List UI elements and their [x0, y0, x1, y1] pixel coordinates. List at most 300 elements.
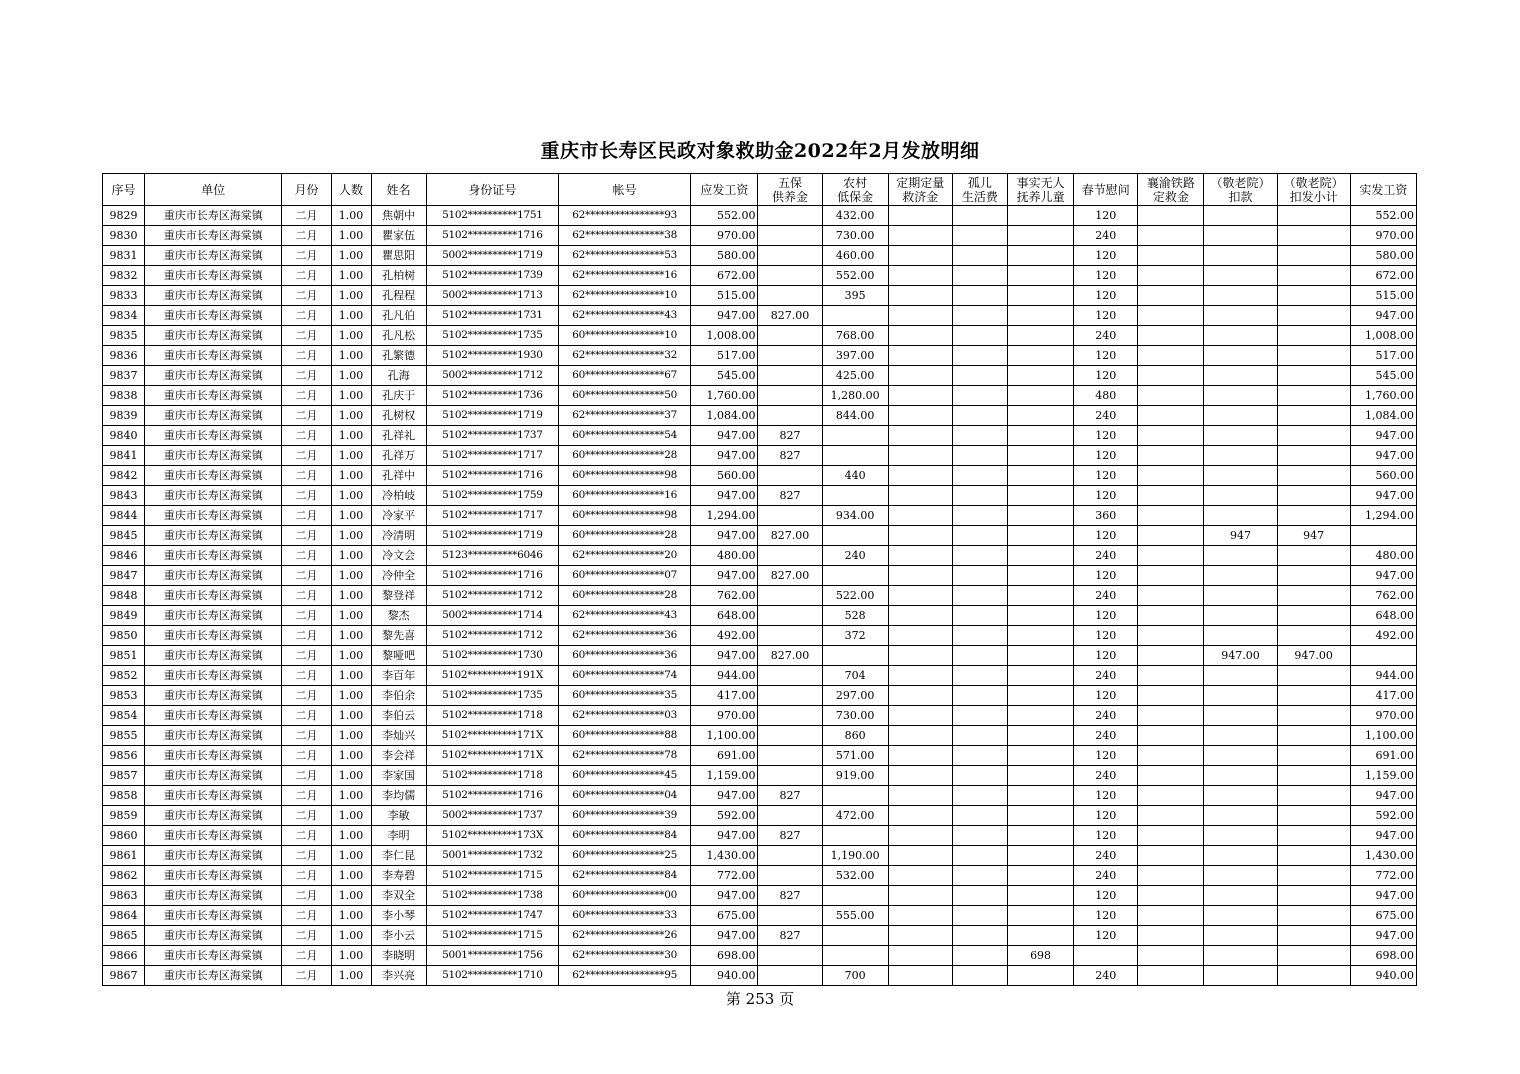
cell-rural-dibao: 432.00 — [822, 206, 888, 226]
cell-unit: 重庆市长寿区海棠镇 — [145, 506, 282, 526]
cell-rural-dibao — [822, 786, 888, 806]
cell-de-facto-orphan — [1008, 866, 1074, 886]
cell-wubao-support — [758, 586, 822, 606]
cell-railway-relief — [1138, 466, 1204, 486]
cell-rural-dibao — [822, 446, 888, 466]
cell-nursing-deduct: 947 — [1204, 526, 1277, 546]
cell-rural-dibao: 700 — [822, 966, 888, 986]
cell-actual-pay: 772.00 — [1350, 866, 1416, 886]
cell-nursing-deduct — [1204, 246, 1277, 266]
cell-railway-relief — [1138, 446, 1204, 466]
cell-actual-pay: 1,760.00 — [1350, 386, 1416, 406]
cell-seq: 9834 — [103, 306, 145, 326]
cell-unit: 重庆市长寿区海棠镇 — [145, 466, 282, 486]
cell-orphan-living — [952, 606, 1007, 626]
cell-railway-relief — [1138, 286, 1204, 306]
cell-seq: 9839 — [103, 406, 145, 426]
cell-name: 黎登祥 — [371, 586, 426, 606]
cell-month: 二月 — [282, 646, 331, 666]
cell-actual-pay: 944.00 — [1350, 666, 1416, 686]
table-row — [103, 826, 1417, 846]
cell-month: 二月 — [282, 206, 331, 226]
cell-unit: 重庆市长寿区海棠镇 — [145, 926, 282, 946]
cell-orphan-living — [952, 566, 1007, 586]
table-row — [103, 326, 1417, 346]
cell-account: 60****************35 — [559, 686, 691, 706]
cell-orphan-living — [952, 306, 1007, 326]
table-row — [103, 506, 1417, 526]
cell-railway-relief — [1138, 906, 1204, 926]
cell-nursing-deduct — [1204, 206, 1277, 226]
cell-name: 李均儒 — [371, 786, 426, 806]
cell-nursing-subtotal — [1277, 246, 1350, 266]
cell-name: 孔海 — [371, 366, 426, 386]
cell-wubao-support — [758, 346, 822, 366]
cell-railway-relief — [1138, 426, 1204, 446]
cell-spring-festival: 120 — [1074, 566, 1138, 586]
cell-regular-relief — [888, 726, 952, 746]
cell-nursing-subtotal — [1277, 666, 1350, 686]
cell-regular-relief — [888, 366, 952, 386]
table-row — [103, 546, 1417, 566]
cell-orphan-living — [952, 766, 1007, 786]
relief-payment-table — [102, 173, 1417, 986]
cell-month: 二月 — [282, 346, 331, 366]
table-row — [103, 406, 1417, 426]
cell-rural-dibao — [822, 926, 888, 946]
cell-nursing-subtotal — [1277, 286, 1350, 306]
cell-de-facto-orphan — [1008, 606, 1074, 626]
cell-de-facto-orphan: 698 — [1008, 946, 1074, 966]
cell-month: 二月 — [282, 606, 331, 626]
cell-spring-festival: 360 — [1074, 506, 1138, 526]
cell-regular-relief — [888, 406, 952, 426]
cell-seq: 9843 — [103, 486, 145, 506]
cell-railway-relief — [1138, 606, 1204, 626]
cell-de-facto-orphan — [1008, 686, 1074, 706]
cell-payable: 480.00 — [691, 546, 758, 566]
cell-actual-pay: 947.00 — [1350, 826, 1416, 846]
cell-seq: 9829 — [103, 206, 145, 226]
cell-spring-festival: 120 — [1074, 286, 1138, 306]
cell-railway-relief — [1138, 766, 1204, 786]
cell-nursing-subtotal — [1277, 486, 1350, 506]
cell-count: 1.00 — [331, 426, 371, 446]
cell-count: 1.00 — [331, 646, 371, 666]
cell-seq: 9864 — [103, 906, 145, 926]
cell-id-number: 5102**********1716 — [426, 566, 558, 586]
cell-name: 孔庆于 — [371, 386, 426, 406]
cell-account: 62****************26 — [559, 926, 691, 946]
table-row — [103, 266, 1417, 286]
cell-name: 冷清明 — [371, 526, 426, 546]
cell-rural-dibao: 532.00 — [822, 866, 888, 886]
cell-payable: 592.00 — [691, 806, 758, 826]
cell-account: 62****************53 — [559, 246, 691, 266]
cell-account: 62****************37 — [559, 406, 691, 426]
cell-nursing-subtotal — [1277, 346, 1350, 366]
cell-railway-relief — [1138, 206, 1204, 226]
cell-name: 李晓明 — [371, 946, 426, 966]
cell-seq: 9846 — [103, 546, 145, 566]
cell-spring-festival — [1074, 946, 1138, 966]
header-regular-relief: 定期定量 救济金 — [888, 174, 952, 206]
cell-month: 二月 — [282, 326, 331, 346]
cell-count: 1.00 — [331, 486, 371, 506]
cell-id-number: 5102**********173X — [426, 826, 558, 846]
cell-railway-relief — [1138, 626, 1204, 646]
table-row — [103, 786, 1417, 806]
cell-regular-relief — [888, 246, 952, 266]
header-month: 月份 — [282, 174, 331, 206]
cell-nursing-subtotal — [1277, 706, 1350, 726]
cell-id-number: 5102**********1718 — [426, 766, 558, 786]
cell-payable: 947.00 — [691, 786, 758, 806]
cell-name: 焦朝中 — [371, 206, 426, 226]
cell-month: 二月 — [282, 946, 331, 966]
cell-actual-pay: 947.00 — [1350, 926, 1416, 946]
cell-nursing-subtotal — [1277, 866, 1350, 886]
cell-count: 1.00 — [331, 246, 371, 266]
cell-actual-pay: 947.00 — [1350, 306, 1416, 326]
cell-de-facto-orphan — [1008, 546, 1074, 566]
cell-unit: 重庆市长寿区海棠镇 — [145, 226, 282, 246]
cell-regular-relief — [888, 846, 952, 866]
cell-unit: 重庆市长寿区海棠镇 — [145, 766, 282, 786]
cell-rural-dibao: 919.00 — [822, 766, 888, 786]
cell-unit: 重庆市长寿区海棠镇 — [145, 946, 282, 966]
cell-regular-relief — [888, 806, 952, 826]
cell-wubao-support — [758, 606, 822, 626]
cell-seq: 9838 — [103, 386, 145, 406]
cell-rural-dibao: 395 — [822, 286, 888, 306]
cell-actual-pay: 480.00 — [1350, 546, 1416, 566]
cell-regular-relief — [888, 766, 952, 786]
cell-nursing-subtotal — [1277, 786, 1350, 806]
cell-spring-festival: 240 — [1074, 226, 1138, 246]
cell-de-facto-orphan — [1008, 506, 1074, 526]
table-row — [103, 226, 1417, 246]
cell-seq: 9853 — [103, 686, 145, 706]
cell-actual-pay: 675.00 — [1350, 906, 1416, 926]
cell-name: 冷柏岐 — [371, 486, 426, 506]
cell-name: 李小琴 — [371, 906, 426, 926]
table-row — [103, 926, 1417, 946]
cell-payable: 1,084.00 — [691, 406, 758, 426]
cell-name: 李百年 — [371, 666, 426, 686]
cell-payable: 1,760.00 — [691, 386, 758, 406]
table-row — [103, 626, 1417, 646]
cell-nursing-deduct — [1204, 866, 1277, 886]
cell-payable: 947.00 — [691, 646, 758, 666]
cell-wubao-support: 827 — [758, 446, 822, 466]
cell-rural-dibao: 397.00 — [822, 346, 888, 366]
cell-nursing-subtotal — [1277, 226, 1350, 246]
header-rural-dibao: 农村 低保金 — [822, 174, 888, 206]
cell-payable: 492.00 — [691, 626, 758, 646]
cell-seq: 9833 — [103, 286, 145, 306]
cell-regular-relief — [888, 426, 952, 446]
cell-payable: 545.00 — [691, 366, 758, 386]
cell-account: 62****************32 — [559, 346, 691, 366]
cell-id-number: 5102**********1717 — [426, 446, 558, 466]
cell-de-facto-orphan — [1008, 926, 1074, 946]
cell-payable: 947.00 — [691, 826, 758, 846]
cell-regular-relief — [888, 506, 952, 526]
cell-regular-relief — [888, 666, 952, 686]
cell-regular-relief — [888, 586, 952, 606]
cell-seq: 9836 — [103, 346, 145, 366]
header-account: 帐号 — [559, 174, 691, 206]
cell-id-number: 5102**********171X — [426, 746, 558, 766]
cell-seq: 9840 — [103, 426, 145, 446]
cell-wubao-support — [758, 266, 822, 286]
cell-rural-dibao: 934.00 — [822, 506, 888, 526]
cell-unit: 重庆市长寿区海棠镇 — [145, 266, 282, 286]
cell-count: 1.00 — [331, 586, 371, 606]
cell-wubao-support — [758, 546, 822, 566]
cell-payable: 417.00 — [691, 686, 758, 706]
cell-de-facto-orphan — [1008, 906, 1074, 926]
table-row — [103, 726, 1417, 746]
cell-month: 二月 — [282, 866, 331, 886]
cell-orphan-living — [952, 286, 1007, 306]
cell-wubao-support: 827.00 — [758, 646, 822, 666]
cell-account: 62****************20 — [559, 546, 691, 566]
cell-de-facto-orphan — [1008, 726, 1074, 746]
cell-count: 1.00 — [331, 226, 371, 246]
cell-seq: 9837 — [103, 366, 145, 386]
cell-rural-dibao — [822, 566, 888, 586]
cell-rural-dibao: 440 — [822, 466, 888, 486]
cell-account: 60****************39 — [559, 806, 691, 826]
cell-unit: 重庆市长寿区海棠镇 — [145, 966, 282, 986]
table-row — [103, 866, 1417, 886]
cell-spring-festival: 120 — [1074, 466, 1138, 486]
cell-name: 瞿家伍 — [371, 226, 426, 246]
cell-account: 62****************36 — [559, 626, 691, 646]
cell-railway-relief — [1138, 706, 1204, 726]
cell-regular-relief — [888, 346, 952, 366]
cell-wubao-support — [758, 466, 822, 486]
cell-railway-relief — [1138, 266, 1204, 286]
cell-account: 60****************28 — [559, 446, 691, 466]
cell-orphan-living — [952, 626, 1007, 646]
cell-spring-festival: 120 — [1074, 426, 1138, 446]
cell-rural-dibao: 1,280.00 — [822, 386, 888, 406]
table-row — [103, 706, 1417, 726]
cell-account: 60****************67 — [559, 366, 691, 386]
cell-rural-dibao: 730.00 — [822, 706, 888, 726]
cell-nursing-subtotal — [1277, 506, 1350, 526]
table-row — [103, 646, 1417, 666]
cell-wubao-support: 827 — [758, 826, 822, 846]
cell-unit: 重庆市长寿区海棠镇 — [145, 286, 282, 306]
cell-id-number: 5002**********1712 — [426, 366, 558, 386]
cell-rural-dibao: 240 — [822, 546, 888, 566]
cell-month: 二月 — [282, 526, 331, 546]
cell-name: 李会祥 — [371, 746, 426, 766]
cell-seq: 9855 — [103, 726, 145, 746]
table-header-row — [103, 174, 1417, 206]
cell-orphan-living — [952, 786, 1007, 806]
cell-seq: 9867 — [103, 966, 145, 986]
cell-unit: 重庆市长寿区海棠镇 — [145, 566, 282, 586]
table-row — [103, 486, 1417, 506]
cell-count: 1.00 — [331, 726, 371, 746]
cell-rural-dibao — [822, 826, 888, 846]
cell-railway-relief — [1138, 846, 1204, 866]
cell-id-number: 5102**********1736 — [426, 386, 558, 406]
cell-spring-festival: 120 — [1074, 446, 1138, 466]
cell-name: 李伯余 — [371, 686, 426, 706]
cell-account: 60****************10 — [559, 326, 691, 346]
cell-orphan-living — [952, 846, 1007, 866]
cell-actual-pay: 691.00 — [1350, 746, 1416, 766]
cell-rural-dibao: 768.00 — [822, 326, 888, 346]
table-row — [103, 846, 1417, 866]
cell-wubao-support: 827 — [758, 786, 822, 806]
cell-name: 孔柏树 — [371, 266, 426, 286]
cell-regular-relief — [888, 606, 952, 626]
table-row — [103, 306, 1417, 326]
cell-name: 冷家平 — [371, 506, 426, 526]
cell-seq: 9842 — [103, 466, 145, 486]
cell-actual-pay: 492.00 — [1350, 626, 1416, 646]
cell-actual-pay — [1350, 646, 1416, 666]
cell-wubao-support — [758, 906, 822, 926]
cell-rural-dibao — [822, 646, 888, 666]
table-row — [103, 566, 1417, 586]
cell-spring-festival: 120 — [1074, 826, 1138, 846]
cell-de-facto-orphan — [1008, 586, 1074, 606]
cell-nursing-subtotal — [1277, 626, 1350, 646]
cell-spring-festival: 120 — [1074, 646, 1138, 666]
cell-nursing-subtotal — [1277, 386, 1350, 406]
cell-wubao-support — [758, 286, 822, 306]
table-row — [103, 586, 1417, 606]
cell-spring-festival: 120 — [1074, 246, 1138, 266]
cell-regular-relief — [888, 646, 952, 666]
cell-regular-relief — [888, 686, 952, 706]
header-spring-festival: 春节慰问 — [1074, 174, 1138, 206]
cell-orphan-living — [952, 546, 1007, 566]
cell-seq: 9858 — [103, 786, 145, 806]
table-row — [103, 746, 1417, 766]
cell-count: 1.00 — [331, 886, 371, 906]
cell-regular-relief — [888, 386, 952, 406]
cell-unit: 重庆市长寿区海棠镇 — [145, 826, 282, 846]
table-row — [103, 966, 1417, 986]
cell-account: 60****************45 — [559, 766, 691, 786]
cell-wubao-support — [758, 326, 822, 346]
cell-seq: 9852 — [103, 666, 145, 686]
cell-count: 1.00 — [331, 326, 371, 346]
cell-orphan-living — [952, 946, 1007, 966]
cell-account: 60****************50 — [559, 386, 691, 406]
cell-payable: 772.00 — [691, 866, 758, 886]
cell-actual-pay: 560.00 — [1350, 466, 1416, 486]
table-row — [103, 386, 1417, 406]
cell-regular-relief — [888, 546, 952, 566]
cell-count: 1.00 — [331, 526, 371, 546]
cell-id-number: 5102**********1717 — [426, 506, 558, 526]
table-row — [103, 946, 1417, 966]
header-name: 姓名 — [371, 174, 426, 206]
cell-account: 60****************98 — [559, 466, 691, 486]
cell-nursing-deduct — [1204, 906, 1277, 926]
cell-month: 二月 — [282, 826, 331, 846]
cell-wubao-support: 827 — [758, 886, 822, 906]
cell-orphan-living — [952, 866, 1007, 886]
cell-count: 1.00 — [331, 306, 371, 326]
table-row — [103, 526, 1417, 546]
cell-nursing-subtotal — [1277, 766, 1350, 786]
cell-wubao-support — [758, 806, 822, 826]
cell-wubao-support: 827.00 — [758, 526, 822, 546]
cell-month: 二月 — [282, 566, 331, 586]
cell-railway-relief — [1138, 226, 1204, 246]
cell-unit: 重庆市长寿区海棠镇 — [145, 546, 282, 566]
cell-name: 孔树权 — [371, 406, 426, 426]
cell-count: 1.00 — [331, 746, 371, 766]
cell-payable: 517.00 — [691, 346, 758, 366]
cell-id-number: 5102**********1738 — [426, 886, 558, 906]
cell-regular-relief — [888, 826, 952, 846]
header-id-number: 身份证号 — [426, 174, 558, 206]
cell-name: 黎哑吧 — [371, 646, 426, 666]
cell-id-number: 5102**********1715 — [426, 866, 558, 886]
cell-account: 60****************04 — [559, 786, 691, 806]
cell-nursing-subtotal — [1277, 566, 1350, 586]
table-body — [103, 206, 1417, 986]
cell-payable: 691.00 — [691, 746, 758, 766]
cell-rural-dibao: 704 — [822, 666, 888, 686]
cell-count: 1.00 — [331, 666, 371, 686]
cell-de-facto-orphan — [1008, 566, 1074, 586]
cell-id-number: 5002**********1737 — [426, 806, 558, 826]
cell-nursing-deduct — [1204, 766, 1277, 786]
cell-unit: 重庆市长寿区海棠镇 — [145, 406, 282, 426]
cell-actual-pay: 672.00 — [1350, 266, 1416, 286]
cell-railway-relief — [1138, 806, 1204, 826]
cell-count: 1.00 — [331, 626, 371, 646]
cell-regular-relief — [888, 486, 952, 506]
cell-nursing-subtotal — [1277, 366, 1350, 386]
cell-spring-festival: 120 — [1074, 786, 1138, 806]
cell-rural-dibao: 522.00 — [822, 586, 888, 606]
cell-regular-relief — [888, 966, 952, 986]
cell-nursing-subtotal — [1277, 306, 1350, 326]
cell-nursing-deduct — [1204, 266, 1277, 286]
cell-count: 1.00 — [331, 866, 371, 886]
header-actual-pay: 实发工资 — [1350, 174, 1416, 206]
cell-id-number: 5102**********1739 — [426, 266, 558, 286]
cell-name: 孔凡松 — [371, 326, 426, 346]
cell-id-number: 5102**********1930 — [426, 346, 558, 366]
cell-nursing-deduct — [1204, 386, 1277, 406]
cell-spring-festival: 480 — [1074, 386, 1138, 406]
cell-payable: 515.00 — [691, 286, 758, 306]
cell-id-number: 5102**********1719 — [426, 406, 558, 426]
cell-regular-relief — [888, 866, 952, 886]
cell-nursing-deduct — [1204, 286, 1277, 306]
cell-unit: 重庆市长寿区海棠镇 — [145, 646, 282, 666]
cell-railway-relief — [1138, 246, 1204, 266]
cell-seq: 9845 — [103, 526, 145, 546]
cell-rural-dibao — [822, 306, 888, 326]
cell-count: 1.00 — [331, 946, 371, 966]
